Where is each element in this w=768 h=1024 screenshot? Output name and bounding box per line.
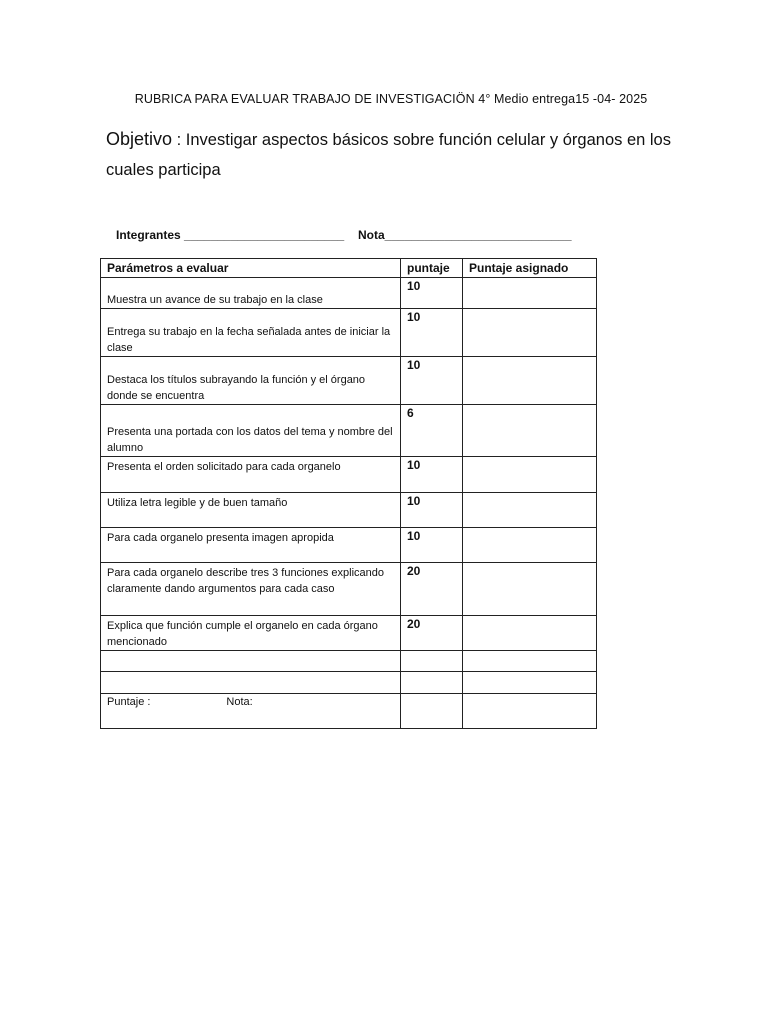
empty-cell <box>401 672 463 694</box>
points-cell: 6 <box>401 405 463 457</box>
points-cell: 10 <box>401 493 463 528</box>
empty-cell <box>463 672 597 694</box>
table-row <box>101 457 597 493</box>
assigned-score-cell <box>463 405 597 457</box>
parameter-cell: Para cada organelo describe tres 3 funciones explicando claramente dando argumentos para cada caso <box>101 563 401 616</box>
column-header-points: puntaje <box>401 259 463 278</box>
grade-line: Nota____________________________ <box>358 228 572 242</box>
assigned-score-cell <box>463 616 597 651</box>
assigned-score-cell <box>463 528 597 563</box>
final-grade-label: Nota: <box>226 696 253 708</box>
points-cell: 10 <box>401 357 463 405</box>
parameter-cell: Para cada organelo presenta imagen apropida <box>101 528 401 563</box>
column-header-assigned: Puntaje asignado <box>463 259 597 278</box>
empty-row <box>101 672 597 694</box>
footer-cell <box>101 694 401 729</box>
parameter-cell: Destaca los títulos subrayando la función y el órgano donde se encuentra <box>101 357 401 405</box>
table-row <box>101 405 597 457</box>
table-row <box>101 616 597 651</box>
parameter-cell: Explica que función cumple el organelo en cada órgano mencionado <box>101 616 401 651</box>
assigned-score-cell <box>463 563 597 616</box>
table-row <box>101 493 597 528</box>
points-cell: 10 <box>401 278 463 309</box>
assigned-score-cell <box>463 309 597 357</box>
empty-cell <box>401 651 463 672</box>
table-header-row <box>101 259 597 278</box>
column-header-parameters: Parámetros a evaluar <box>101 259 401 278</box>
empty-cell <box>101 651 401 672</box>
table-row <box>101 357 597 405</box>
objective-paragraph <box>106 124 676 185</box>
footer-points-cell <box>401 694 463 729</box>
members-line: Integrantes ________________________ <box>116 228 345 242</box>
table-row <box>101 278 597 309</box>
table-row <box>101 309 597 357</box>
assigned-score-cell <box>463 457 597 493</box>
footer-assigned-cell <box>463 694 597 729</box>
assigned-score-cell <box>463 357 597 405</box>
parameter-cell: Entrega su trabajo en la fecha señalada antes de iniciar la clase <box>101 309 401 357</box>
points-cell: 10 <box>401 309 463 357</box>
rubric-table <box>100 258 597 729</box>
points-cell: 10 <box>401 528 463 563</box>
objective-text: : Investigar aspectos básicos sobre función celular y órganos en los cuales participa <box>106 131 671 179</box>
points-cell: 20 <box>401 563 463 616</box>
points-cell: 10 <box>401 457 463 493</box>
footer-row <box>101 694 597 729</box>
objective-label: Objetivo <box>106 129 173 149</box>
empty-cell <box>101 672 401 694</box>
document-title: RUBRICA PARA EVALUAR TRABAJO DE INVESTIGACIÖN 4° Medio entrega15 -04- 2025 <box>134 92 648 106</box>
points-cell: 20 <box>401 616 463 651</box>
empty-cell <box>463 651 597 672</box>
total-score-label: Puntaje : <box>107 696 151 708</box>
assigned-score-cell <box>463 493 597 528</box>
parameter-cell: Presenta el orden solicitado para cada organelo <box>101 457 401 493</box>
assigned-score-cell <box>463 278 597 309</box>
parameter-cell: Muestra un avance de su trabajo en la clase <box>101 278 401 309</box>
table-row <box>101 528 597 563</box>
parameter-cell: Presenta una portada con los datos del tema y nombre del alumno <box>101 405 401 457</box>
empty-row <box>101 651 597 672</box>
parameter-cell: Utiliza letra legible y de buen tamaño <box>101 493 401 528</box>
table-row <box>101 563 597 616</box>
